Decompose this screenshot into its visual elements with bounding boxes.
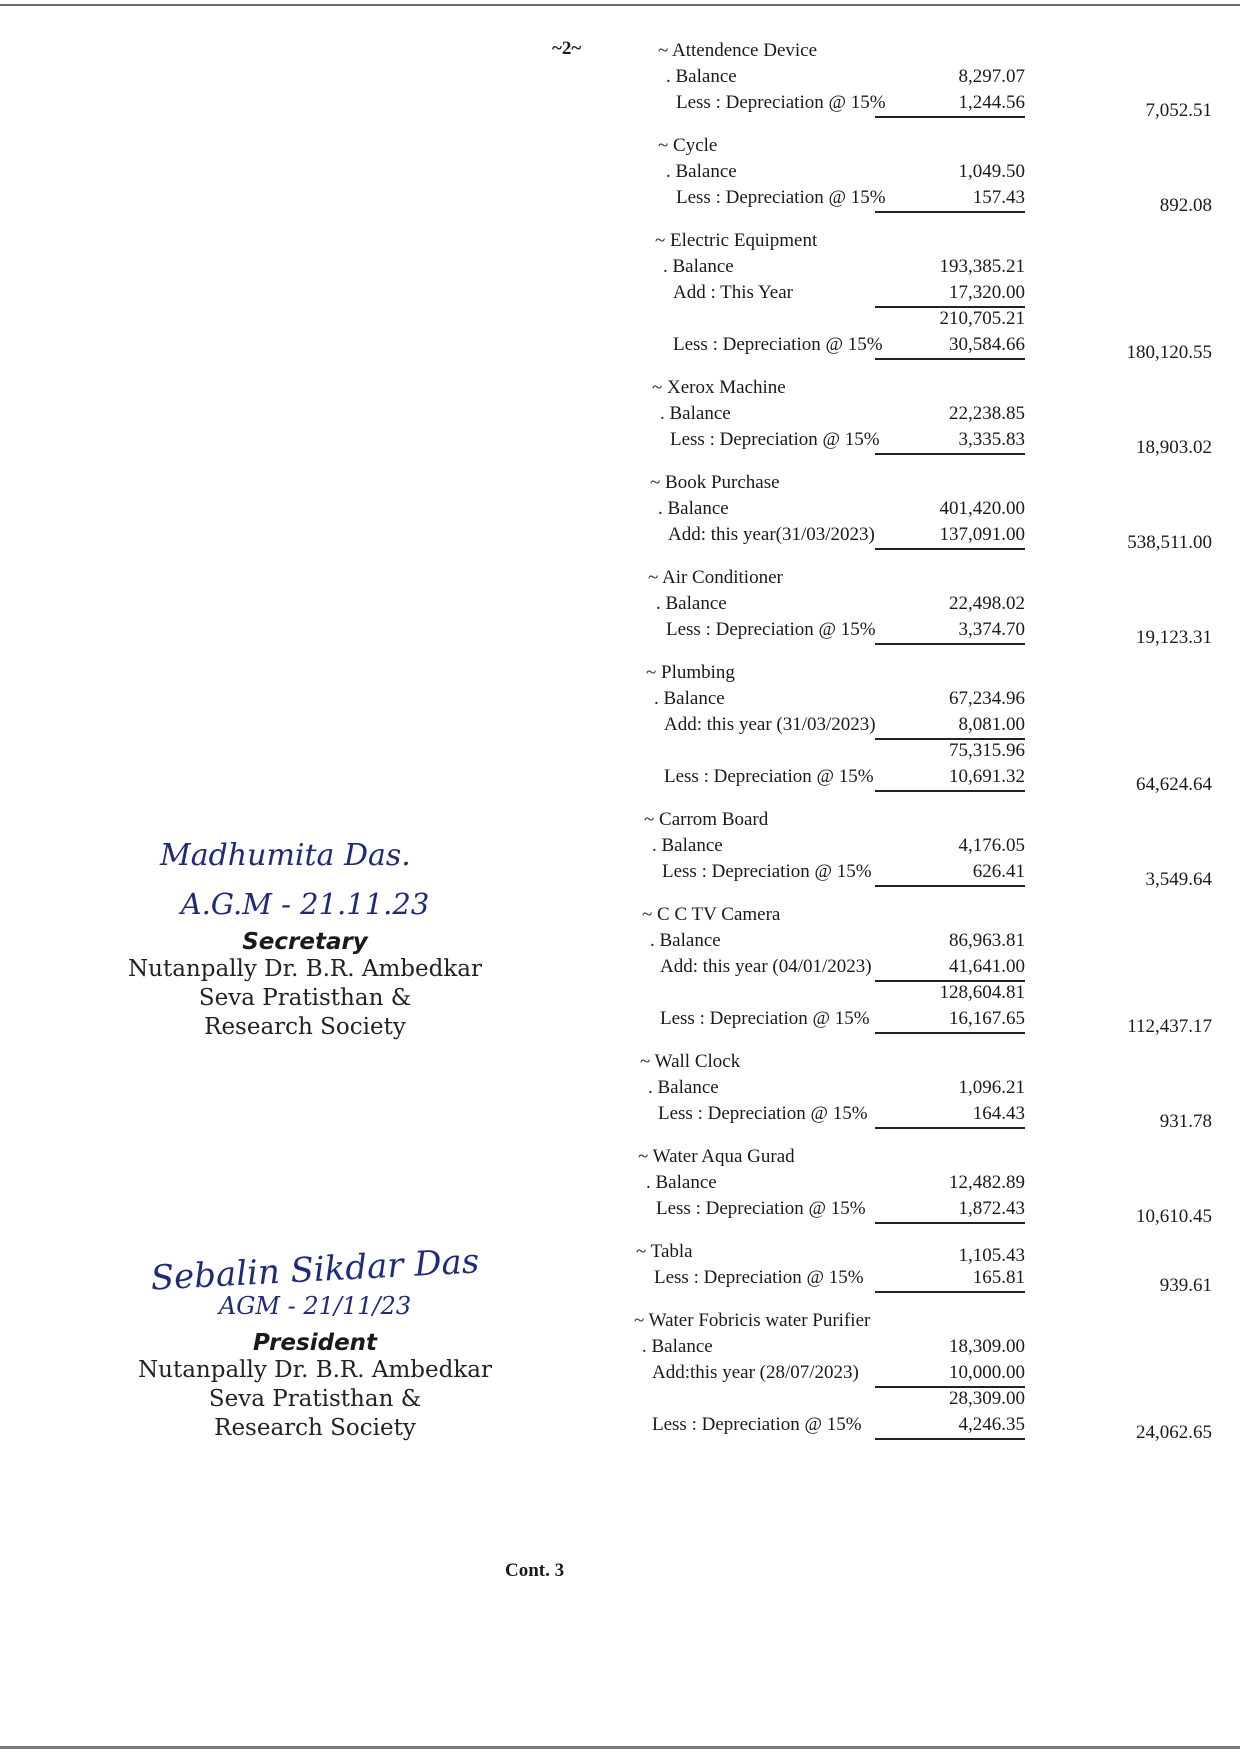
asset-row <box>584 1006 1220 1032</box>
asset-section <box>582 1049 1220 1132</box>
asset-title: ~ Wall Clock <box>640 1051 741 1072</box>
asset-title: ~ Plumbing <box>646 662 735 683</box>
row-amount: 8,297.07 <box>958 66 1025 87</box>
row-label: Add: this year (31/03/2023) <box>664 714 876 735</box>
asset-section <box>600 133 1220 216</box>
asset-title: ~ Air Conditioner <box>648 567 783 588</box>
row-label: Less : Depreciation @ 15% <box>658 1103 868 1124</box>
row-label: . Balance <box>658 498 729 519</box>
row-amount: 12,482.89 <box>949 1172 1025 1193</box>
asset-row <box>584 954 1220 980</box>
asset-section <box>600 38 1220 121</box>
asset-row <box>580 1196 1220 1222</box>
asset-row <box>576 1386 1220 1412</box>
asset-net-total: 19,123.31 <box>1136 627 1212 648</box>
asset-net-total: 939.61 <box>1159 1275 1212 1296</box>
page-number: ~2~ <box>552 38 582 59</box>
asset-row <box>588 764 1220 790</box>
asset-net-total: 18,903.02 <box>1136 437 1212 458</box>
asset-row <box>584 928 1220 954</box>
asset-net-total: 3,549.64 <box>1145 869 1212 890</box>
row-label: . Balance <box>648 1077 719 1098</box>
row-label: Less : Depreciation @ 15% <box>666 619 876 640</box>
asset-row <box>592 496 1220 522</box>
president-agm-date: AGM - 21/11/23 <box>218 1292 412 1320</box>
row-label: . Balance <box>660 403 731 424</box>
row-amount: 10,691.32 <box>875 764 1025 792</box>
row-label: . Balance <box>663 256 734 277</box>
row-label: . Balance <box>666 161 737 182</box>
row-amount: 16,167.65 <box>875 1006 1025 1034</box>
row-amount: 128,604.81 <box>939 982 1025 1003</box>
row-label: Less : Depreciation @ 15% <box>656 1198 866 1219</box>
row-amount: 1,049.50 <box>958 161 1025 182</box>
row-label: Less : Depreciation @ 15% <box>664 766 874 787</box>
row-label: Less : Depreciation @ 15% <box>670 429 880 450</box>
asset-net-total: 64,624.64 <box>1136 774 1212 795</box>
asset-title: ~ Water Fobricis water Purifier <box>634 1310 871 1331</box>
asset-section <box>594 375 1220 458</box>
row-amount: 41,641.00 <box>875 954 1025 982</box>
asset-row <box>588 738 1220 764</box>
asset-title: ~ Tabla <box>636 1241 693 1262</box>
asset-title: ~ Water Aqua Gurad <box>638 1146 795 1167</box>
asset-section <box>597 228 1220 363</box>
asset-row <box>576 1412 1220 1438</box>
asset-row <box>584 980 1220 1006</box>
row-label: Less : Depreciation @ 15% <box>676 187 886 208</box>
row-label: Add: this year(31/03/2023) <box>668 524 875 545</box>
asset-title: ~ C C TV Camera <box>642 904 781 925</box>
president-org-line-2: Seva Pratisthan & <box>208 1386 422 1412</box>
row-amount: 30,584.66 <box>875 332 1025 360</box>
row-amount: 22,498.02 <box>949 593 1025 614</box>
asset-row <box>580 1170 1220 1196</box>
asset-section <box>586 807 1220 890</box>
row-label: Less : Depreciation @ 15% <box>652 1414 862 1435</box>
row-amount: 75,315.96 <box>949 740 1025 761</box>
asset-row <box>590 591 1220 617</box>
row-amount: 157.43 <box>875 185 1025 213</box>
row-amount: 4,246.35 <box>875 1412 1025 1440</box>
row-amount: 10,000.00 <box>875 1360 1025 1388</box>
row-label: Less : Depreciation @ 15% <box>654 1267 864 1288</box>
secretary-org-line-2: Seva Pratisthan & <box>198 985 412 1011</box>
row-label: . Balance <box>652 835 723 856</box>
president-org-line-3: Research Society <box>214 1415 416 1441</box>
row-label: . Balance <box>650 930 721 951</box>
row-label: Less : Depreciation @ 15% <box>676 92 886 113</box>
asset-section <box>576 1308 1220 1443</box>
row-label: . Balance <box>646 1172 717 1193</box>
asset-section <box>584 902 1220 1037</box>
asset-row <box>588 686 1220 712</box>
asset-title: ~ Carrom Board <box>644 809 769 830</box>
row-amount: 3,335.83 <box>875 427 1025 455</box>
row-label: . Balance <box>654 688 725 709</box>
continued-note: Cont. 3 <box>505 1560 565 1581</box>
secretary-signature: Madhumita Das. <box>160 838 411 873</box>
row-amount: 8,081.00 <box>875 712 1025 740</box>
asset-schedule <box>600 38 1220 1455</box>
asset-row <box>594 401 1220 427</box>
row-amount: 1,872.43 <box>875 1196 1025 1224</box>
row-amount: 4,176.05 <box>958 835 1025 856</box>
asset-row <box>586 833 1220 859</box>
asset-title: ~ Xerox Machine <box>652 377 786 398</box>
asset-row <box>600 185 1220 211</box>
row-amount: 1,096.21 <box>958 1077 1025 1098</box>
row-label: Less : Depreciation @ 15% <box>662 861 872 882</box>
row-label: Add: this year (04/01/2023) <box>660 956 872 977</box>
asset-row <box>576 1360 1220 1386</box>
president-org-line-1: Nutanpally Dr. B.R. Ambedkar <box>138 1357 492 1383</box>
secretary-title: Secretary <box>242 929 368 955</box>
asset-row <box>597 306 1220 332</box>
asset-net-total: 180,120.55 <box>1126 342 1212 363</box>
row-label: Less : Depreciation @ 15% <box>673 334 883 355</box>
row-amount: 626.41 <box>875 859 1025 887</box>
row-label: Add:this year (28/07/2023) <box>652 1362 859 1383</box>
asset-section <box>578 1239 1220 1296</box>
asset-amount: 1,105.43 <box>958 1245 1025 1266</box>
secretary-signature-block <box>110 838 500 1042</box>
row-label: Add : This Year <box>673 282 793 303</box>
asset-section <box>588 660 1220 795</box>
row-label: . Balance <box>666 66 737 87</box>
asset-row <box>582 1101 1220 1127</box>
top-border <box>0 4 1240 6</box>
asset-row <box>582 1075 1220 1101</box>
row-amount: 17,320.00 <box>875 280 1025 308</box>
asset-net-total: 10,610.45 <box>1136 1206 1212 1227</box>
row-amount: 165.81 <box>875 1265 1025 1293</box>
asset-row <box>600 159 1220 185</box>
row-amount: 67,234.96 <box>949 688 1025 709</box>
row-amount: 210,705.21 <box>939 308 1025 329</box>
row-amount: 164.43 <box>875 1101 1025 1129</box>
asset-net-total: 24,062.65 <box>1136 1422 1212 1443</box>
asset-net-total: 112,437.17 <box>1127 1016 1212 1037</box>
asset-row <box>590 617 1220 643</box>
secretary-agm-date: A.G.M - 21.11.23 <box>180 887 430 921</box>
row-amount: 28,309.00 <box>949 1388 1025 1409</box>
asset-row <box>597 280 1220 306</box>
president-title: President <box>252 1330 378 1356</box>
asset-title: ~ Attendence Device <box>658 40 818 61</box>
asset-net-total: 931.78 <box>1159 1111 1212 1132</box>
asset-row <box>586 859 1220 885</box>
asset-row <box>597 254 1220 280</box>
row-amount: 3,374.70 <box>875 617 1025 645</box>
row-amount: 86,963.81 <box>949 930 1025 951</box>
asset-row <box>576 1334 1220 1360</box>
asset-row <box>600 90 1220 116</box>
asset-section <box>580 1144 1220 1227</box>
asset-title: ~ Cycle <box>658 135 718 156</box>
row-amount: 193,385.21 <box>939 256 1025 277</box>
asset-row <box>588 712 1220 738</box>
president-signature-block <box>125 1241 505 1443</box>
asset-row <box>592 522 1220 548</box>
row-label: . Balance <box>642 1336 713 1357</box>
secretary-org-line-1: Nutanpally Dr. B.R. Ambedkar <box>128 956 482 982</box>
row-amount: 401,420.00 <box>939 498 1025 519</box>
asset-net-total: 538,511.00 <box>1127 532 1212 553</box>
row-amount: 22,238.85 <box>949 403 1025 424</box>
asset-title: ~ Book Purchase <box>650 472 780 493</box>
secretary-org-line-3: Research Society <box>204 1014 406 1040</box>
asset-section <box>590 565 1220 648</box>
row-label: . Balance <box>656 593 727 614</box>
asset-section <box>592 470 1220 553</box>
row-label: Less : Depreciation @ 15% <box>660 1008 870 1029</box>
bottom-border <box>0 1746 1240 1749</box>
president-signature: Sebalin Sikdar Das <box>149 1241 481 1299</box>
row-amount: 1,244.56 <box>875 90 1025 118</box>
row-amount: 18,309.00 <box>949 1336 1025 1357</box>
row-amount: 137,091.00 <box>875 522 1025 550</box>
asset-net-total: 892.08 <box>1159 195 1212 216</box>
asset-net-total: 7,052.51 <box>1145 100 1212 121</box>
asset-row <box>594 427 1220 453</box>
asset-row <box>600 64 1220 90</box>
asset-row <box>578 1265 1220 1291</box>
asset-title: ~ Electric Equipment <box>655 230 818 251</box>
